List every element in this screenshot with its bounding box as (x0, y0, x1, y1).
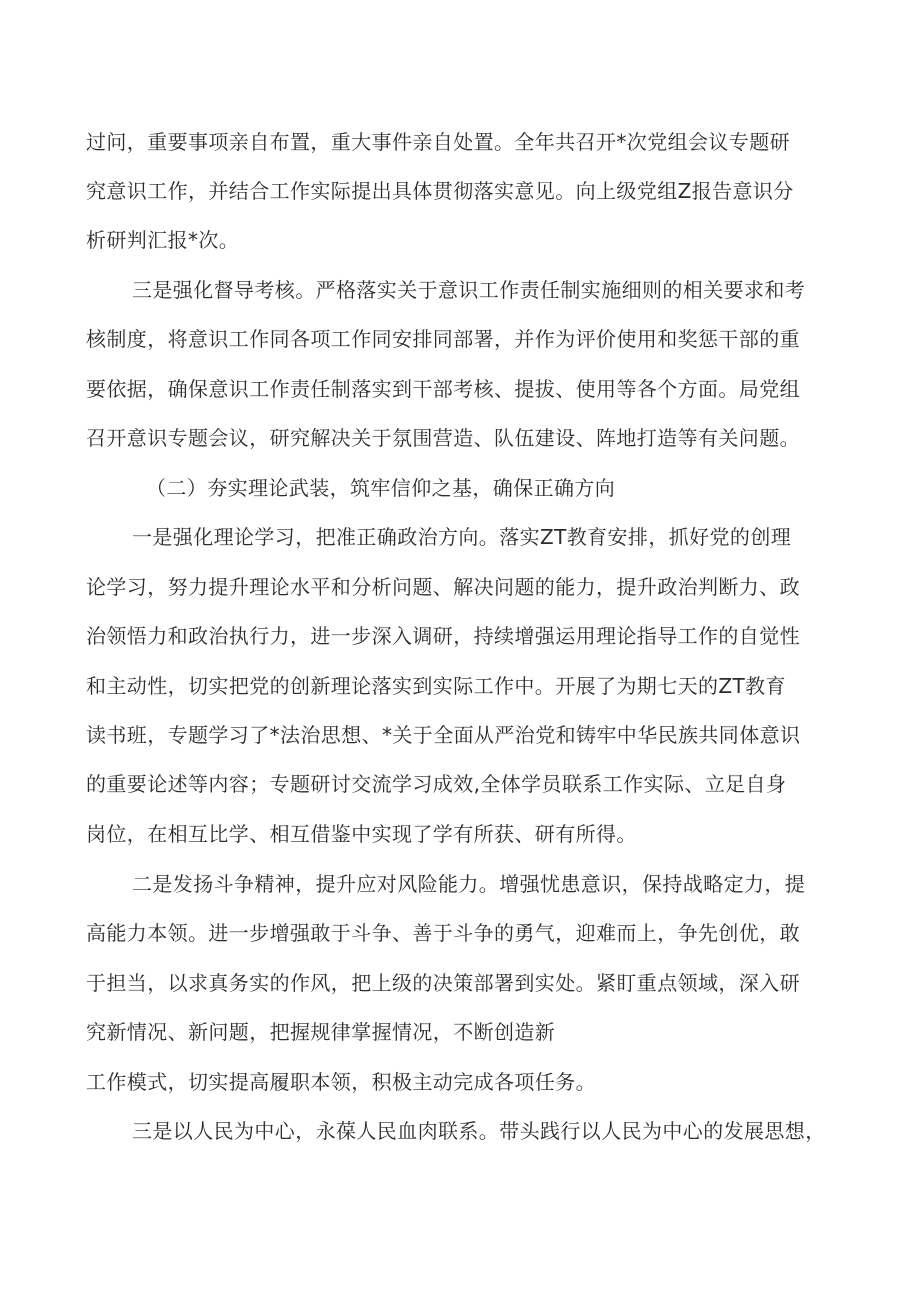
paragraph-first-line: 二是发扬斗争精神，提升应对风险能力。增强忧患意识，保持战略定力，提 (132, 872, 806, 896)
text-line: 治领悟力和政治执行力，进一步深入调研，持续增强运用理论指导工作的自觉性 (86, 624, 800, 648)
section-heading: （二）夯实理论武装，筑牢信仰之基，确保正确方向 (146, 476, 616, 500)
paragraph-first-line: 三是强化督导考核。严格落实关于意识工作责任制实施细则的相关要求和考 (132, 278, 806, 302)
text-line: 核制度，将意识工作同各项工作同安排同部署，并作为评价使用和奖惩干部的重 (86, 327, 800, 351)
text-line: 论学习，努力提升理论水平和分析问题、解决问题的能力，提升政治判断力、政 (86, 575, 800, 599)
text-line: 究意识工作，并结合工作实际提出具体贯彻落实意见。向上级党组Z报告意识分 (86, 179, 794, 203)
text-line: 召开意识专题会议，研究解决关于氛围营造、队伍建设、阵地打造等有关问题。 (86, 426, 800, 450)
text-line: 究新情况、新问题，把握规律掌握情况，不断创造新 (86, 1020, 556, 1044)
text-line: 和主动性，切实把党的创新理论落实到实际工作中。开展了为期七天的ZT教育 (86, 674, 786, 698)
text-line: 工作模式，切实提高履职本领，积极主动完成各项任务。 (86, 1070, 596, 1094)
text-line: 高能力本领。进一步增强敢于斗争、善于斗争的勇气，迎难而上，争先创优，敢 (86, 921, 800, 945)
text-line: 于担当，以求真务实的作风，把上级的决策部署到实处。紧盯重点领域，深入研 (86, 971, 800, 995)
text-line: 要依据，确保意识工作责任制落实到干部考核、提拔、使用等各个方面。局党组 (86, 377, 800, 401)
text-line: 过问，重要事项亲自布置，重大事件亲自处置。全年共召开*次党组会议专题研 (86, 130, 790, 154)
text-line: 析研判汇报*次。 (86, 228, 240, 252)
paragraph-first-line: 一是强化理论学习，把准正确政治方向。落实ZT教育安排，抓好党的创理 (132, 525, 792, 549)
paragraph-first-line: 三是以人民为中心，永葆人民血肉联系。带头践行以人民为中心的发展思想， (132, 1119, 826, 1143)
text-line: 读书班，专题学习了*法治思想、*关于全面从严治党和铸牢中华民族共同体意识 (86, 723, 801, 747)
text-line: 的重要论述等内容；专题研讨交流学习成效,全体学员联系工作实际、立足自身 (86, 772, 787, 796)
text-line: 岗位，在相互比学、相互借鉴中实现了学有所获、研有所得。 (86, 822, 637, 846)
